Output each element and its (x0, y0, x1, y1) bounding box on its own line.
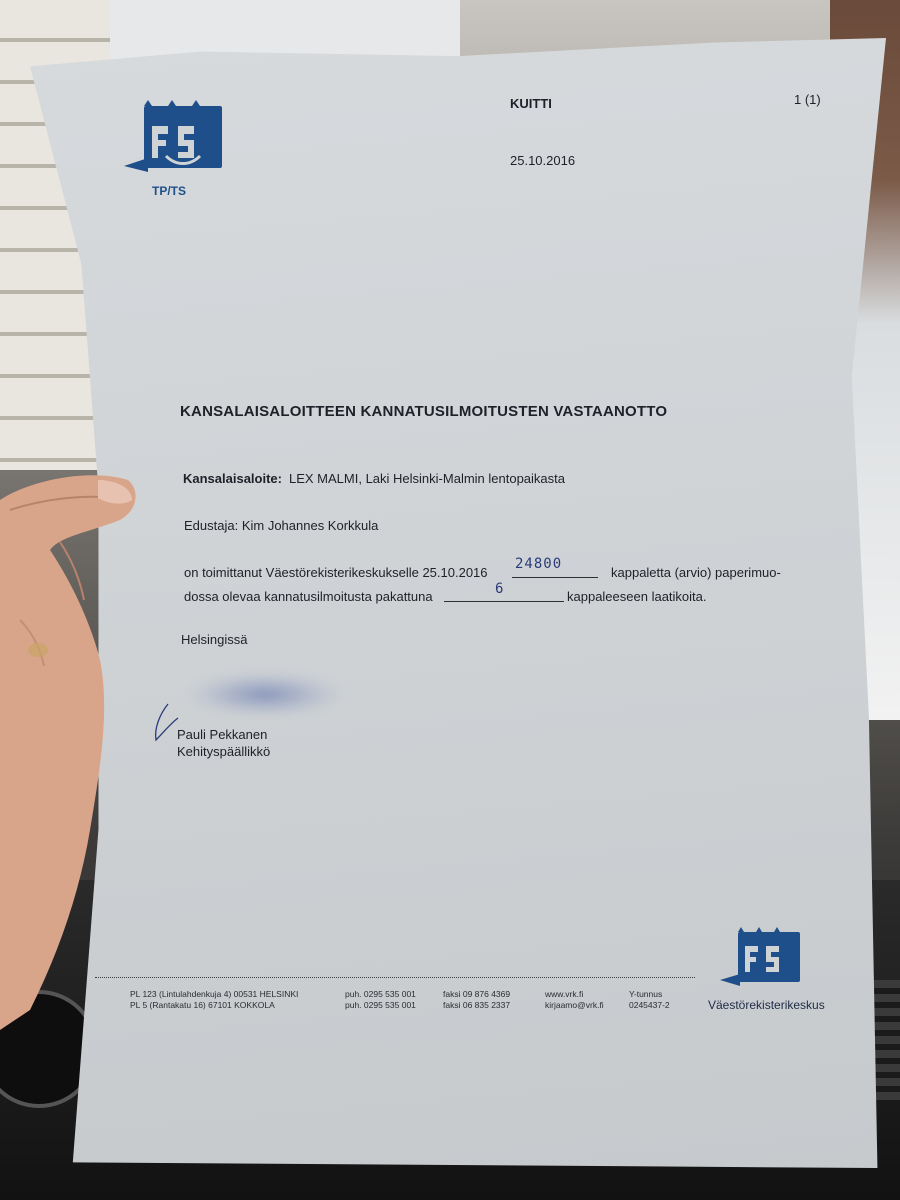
footer-ytunnus: 0245437-2 (629, 1000, 670, 1010)
vrk-logo-icon (718, 924, 808, 999)
count-underline (512, 577, 598, 578)
footer-address-helsinki: PL 123 (Lintulahdenkuja 4) 00531 HELSINKI (130, 989, 299, 999)
signature-blurred (190, 672, 340, 717)
boxes-underline (444, 601, 564, 602)
place-text: Helsingissä (181, 632, 248, 647)
footer-website: www.vrk.fi (545, 989, 584, 999)
document-title: KUITTI (510, 96, 552, 111)
footer-fax-1: faksi 09 876 4369 (443, 989, 511, 999)
footer-ytunnus-label: Y-tunnus (629, 989, 663, 999)
logo-caption: TP/TS (152, 184, 187, 198)
initiative-label: Kansalaisaloite: (183, 471, 282, 486)
footer-address-kokkola: PL 5 (Rantakatu 16) 67101 KOKKOLA (130, 1000, 275, 1010)
page-number: 1 (1) (794, 92, 821, 107)
document-heading: KANSALAISALOITTEEN KANNATUSILMOITUSTEN VASTAANOTTO (180, 403, 668, 420)
representative-line: Edustaja: Kim Johannes Korkkula (184, 518, 379, 533)
document-date: 25.10.2016 (510, 153, 576, 168)
org-name: Väestörekisterikeskus (708, 998, 825, 1012)
footer-divider (95, 977, 695, 978)
delivery-line-2-prefix: dossa olevaa kannatusilmoitusta pakattuna (184, 589, 433, 604)
footer-phone-2: puh. 0295 535 001 (345, 1000, 416, 1010)
hand-holding-paper (0, 470, 140, 1030)
delivery-line-1-suffix: kappaletta (arvio) paperimuo- (611, 565, 781, 580)
footer-phone-1: puh. 0295 535 001 (345, 989, 416, 999)
tpts-logo-icon (122, 96, 232, 196)
handwritten-count: 24800 (515, 556, 563, 572)
footer-fax-2: faksi 06 835 2337 (443, 1000, 511, 1010)
background-sky (60, 0, 460, 60)
signer-title: Kehityspäällikkö (177, 744, 271, 759)
delivery-line-1-prefix: on toimittanut Väestörekisterikeskukselle 25.10.2016 (184, 565, 488, 580)
signer-name: Pauli Pekkanen (177, 727, 268, 742)
footer-email: kirjaamo@vrk.fi (545, 1000, 604, 1010)
initiative-value: LEX MALMI, Laki Helsinki-Malmin lentopaikasta (289, 471, 565, 486)
handwritten-boxes: 6 (495, 581, 505, 597)
delivery-line-2-suffix: kappaleeseen laatikoita. (567, 589, 707, 604)
